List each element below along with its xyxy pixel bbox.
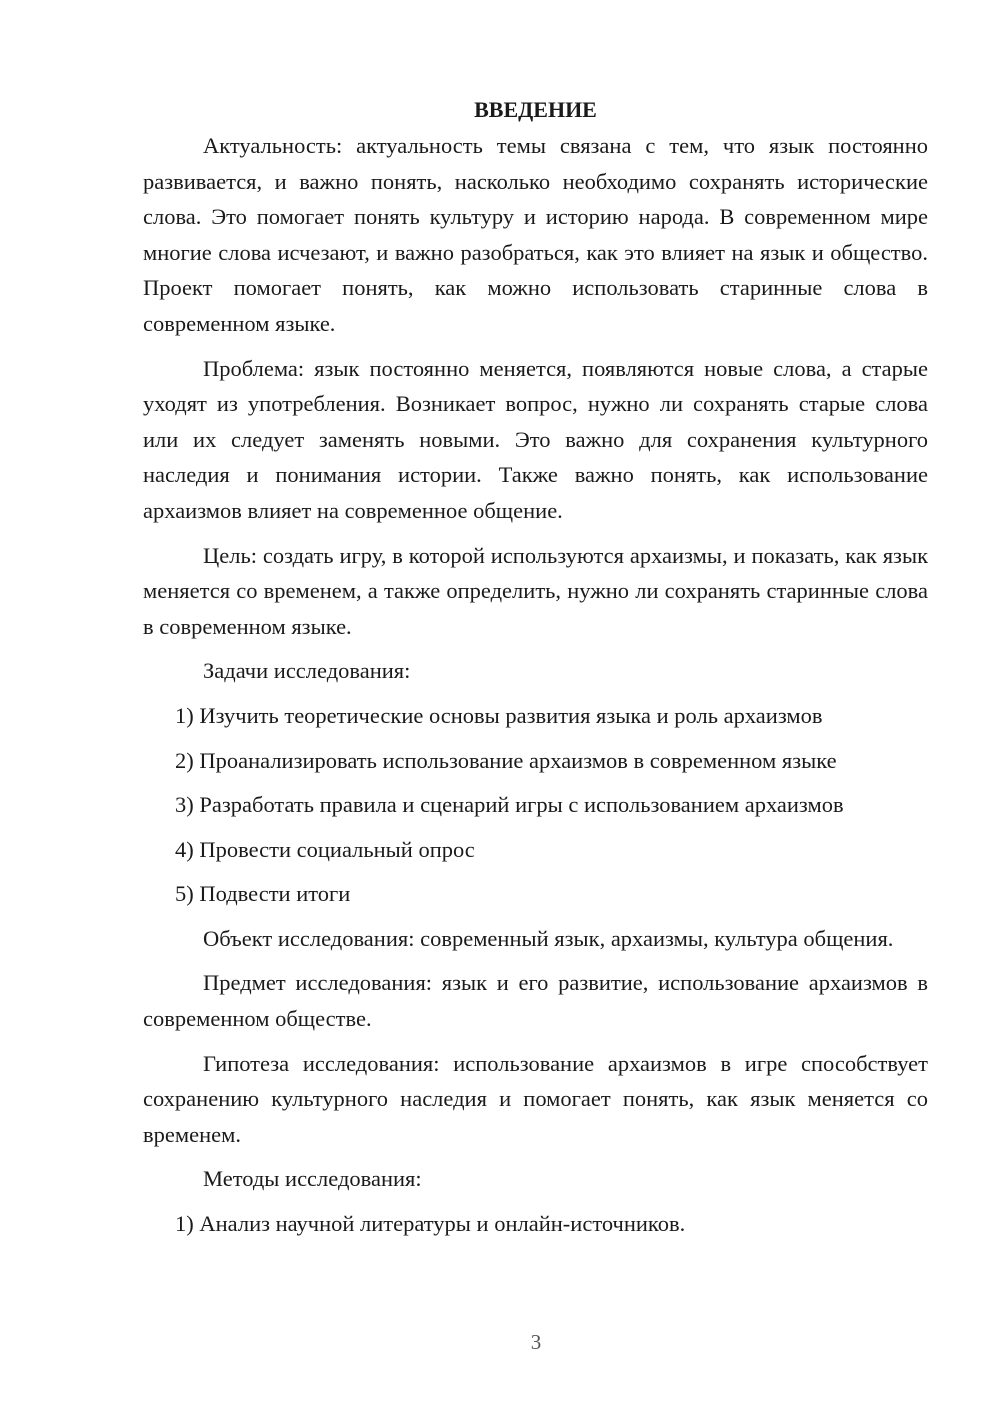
- page-number: 3: [530, 1330, 542, 1354]
- list-item: 2) Проанализировать использование архаизмов в современном языке: [175, 747, 837, 773]
- list-item: 3) Разработать правила и сценарий игры с использованием архаизмов: [175, 792, 844, 818]
- list-item: 4) Провести социальный опрос: [175, 836, 475, 862]
- document-page: [143, 92, 928, 1242]
- methods-title: Методы исследования:: [203, 1166, 422, 1192]
- methods-list: [143, 1206, 928, 1242]
- tasks-list: [143, 698, 928, 912]
- list-item: 1) Изучить теоретические основы развития языка и роль архаизмов: [175, 702, 823, 728]
- list-item: 5) Подвести итоги: [175, 881, 351, 907]
- paragraph-hypothesis: Гипотеза исследования: использование архаизмов в игре способствует сохранению культурного наследия и помогает понять, как язык меняется со временем.: [143, 1050, 928, 1147]
- tasks-title: Задачи исследования:: [203, 658, 411, 684]
- paragraph-object: Объект исследования: современный язык, архаизмы, культура общения.: [203, 925, 894, 951]
- paragraph-subject: Предмет исследования: язык и его развитие, использование архаизмов в современном обществе.: [143, 970, 928, 1032]
- section-heading: ВВЕДЕНИЕ: [474, 97, 597, 122]
- paragraph-problem: Проблема: язык постоянно меняется, появляются новые слова, а старые уходят из употребления. Возникает вопрос, нужно ли сохранять старые слова или их следует заменять новыми. Это важно для сохранения культурного наследия и понимания истории. Также важно понять, как использование архаизмов влияет на современное общение.: [143, 355, 928, 523]
- list-item: 1) Анализ научной литературы и онлайн-источников.: [175, 1211, 686, 1237]
- paragraph-goal: Цель: создать игру, в которой используются архаизмы, и показать, как язык меняется со временем, а также определить, нужно ли сохранять старинные слова в современном языке.: [143, 542, 928, 639]
- paragraph-relevance: Актуальность: актуальность темы связана с тем, что язык постоянно развивается, и важно понять, насколько необходимо сохранять исторические слова. Это помогает понять культуру и историю народа. В современном мире многие слова исчезают, и важно разобраться, как это влияет на язык и общество. Проект помогает понять, как можно использовать старинные слова в современном языке.: [143, 133, 928, 336]
